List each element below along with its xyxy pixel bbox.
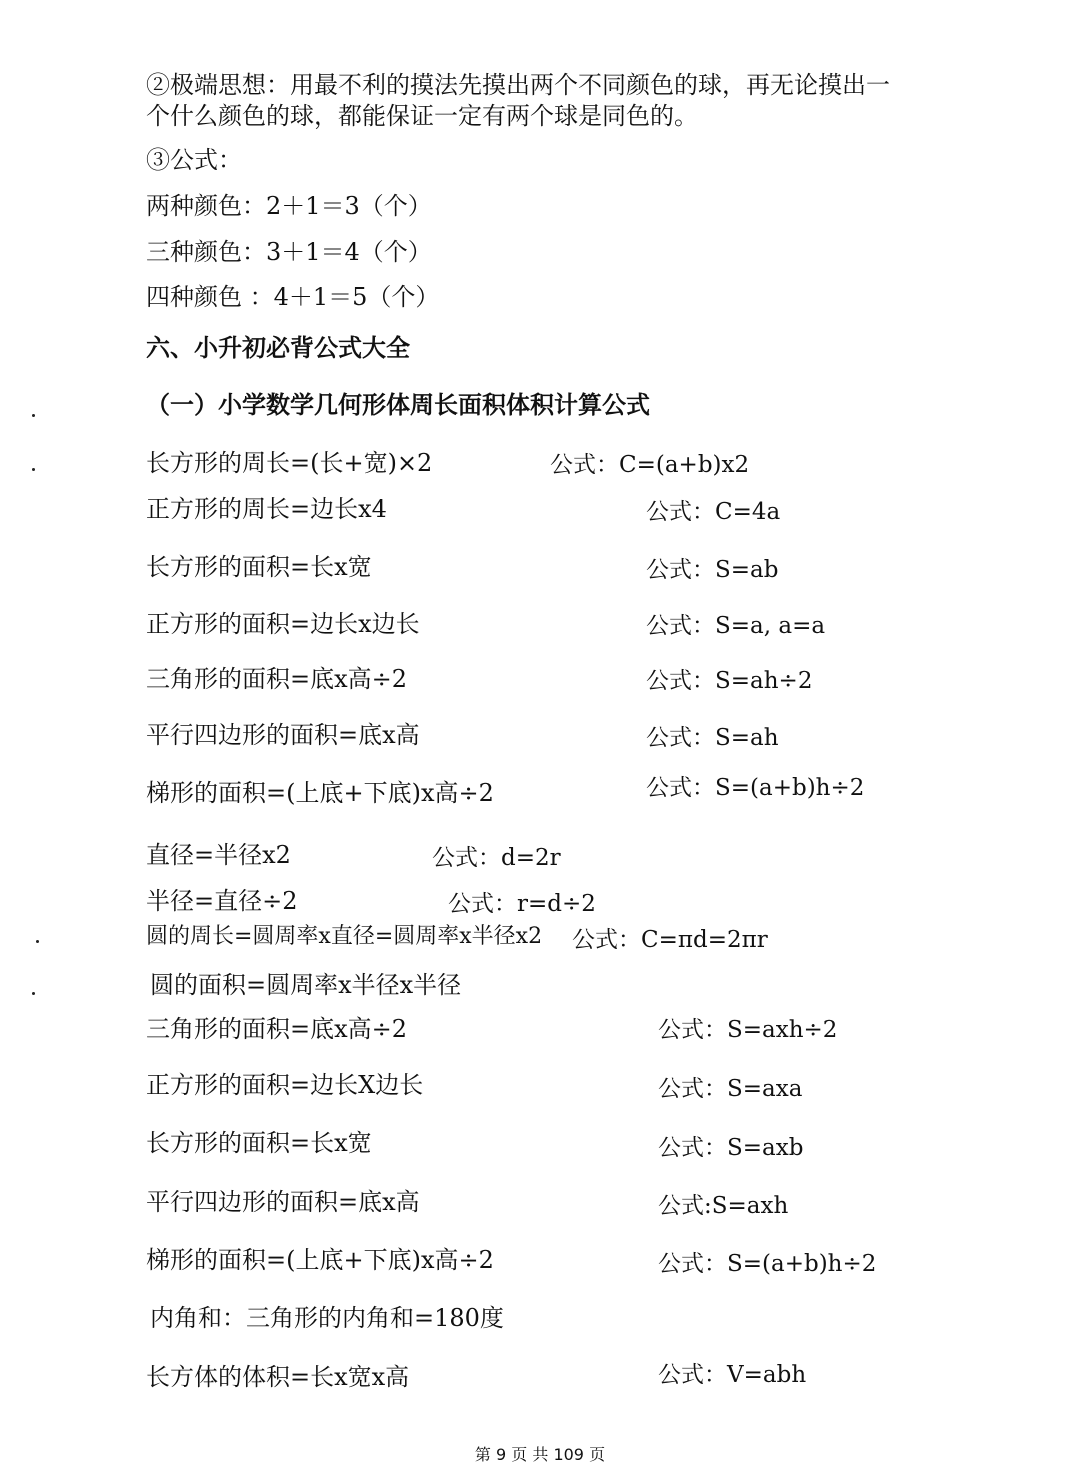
row-text: 圆的周长=圆周率x直径=圆周率x半径x2 — [146, 924, 543, 949]
four-colors-formula: 四种颜色 ：4＋1＝5（个） — [146, 283, 440, 311]
section-subtitle: （一）小学数学几何形体周长面积体积计算公式 — [146, 390, 650, 419]
row-formula: 公式：S=ab — [646, 557, 779, 583]
scan-speck — [32, 992, 35, 995]
formula-heading: ③公式： — [146, 146, 242, 174]
scan-speck — [32, 468, 35, 471]
row-text: 圆的面积=圆周率x半径x半径 — [150, 971, 462, 999]
row-formula: 公式：S=ah÷2 — [646, 668, 813, 694]
row-text: 三角形的面积=底x高÷2 — [146, 665, 408, 693]
three-colors-formula: 三种颜色：3＋1＝4（个） — [146, 238, 432, 266]
section-title: 六、小升初必背公式大全 — [146, 333, 410, 362]
row-formula: 公式：S=axb — [658, 1135, 804, 1161]
row-formula: 公式：C=πd=2πr — [572, 927, 768, 953]
two-colors-formula: 两种颜色：2＋1＝3（个） — [146, 192, 432, 220]
scan-speck — [32, 414, 35, 417]
row-formula: 公式：S=axh÷2 — [658, 1017, 838, 1043]
intro-line-1: ②极端思想：用最不利的摸法先摸出两个不同颜色的球，再无论摸出一 — [146, 71, 890, 99]
row-formula: 公式：d=2r — [432, 845, 561, 871]
intro-line-2: 个什么颜色的球，都能保证一定有两个球是同色的。 — [146, 102, 698, 130]
row-text: 正方形的面积=边长X边长 — [146, 1071, 424, 1099]
row-formula: 公式：S=(a+b)h÷2 — [646, 775, 865, 801]
row-text: 梯形的面积=(上底+下底)x高÷2 — [146, 1246, 494, 1274]
row-text: 长方形的面积=长x宽 — [146, 553, 372, 581]
row-formula: 公式：S=a, a=a — [646, 613, 826, 639]
row-text: 平行四边形的面积=底x高 — [146, 721, 420, 749]
row-text: 梯形的面积=(上底+下底)x高÷2 — [146, 779, 494, 807]
row-text: 内角和：三角形的内角和=180度 — [150, 1304, 504, 1332]
row-text: 长方形的周长=(长+宽)×2 — [146, 449, 433, 477]
row-text: 三角形的面积=底x高÷2 — [146, 1015, 408, 1043]
row-formula: 公式：S=(a+b)h÷2 — [658, 1251, 877, 1277]
row-text: 正方形的面积=边长x边长 — [146, 610, 420, 638]
row-text: 平行四边形的面积=底x高 — [146, 1188, 420, 1216]
row-text: 长方形的面积=长x宽 — [146, 1129, 372, 1157]
row-text: 半径=直径÷2 — [146, 887, 298, 915]
row-formula: 公式：C=4a — [646, 499, 781, 525]
row-formula: 公式：S=ah — [646, 725, 779, 751]
row-text: 长方体的体积=长x宽x高 — [146, 1363, 410, 1391]
row-formula: 公式：C=(a+b)x2 — [550, 452, 750, 478]
row-text: 正方形的周长=边长x4 — [146, 495, 387, 523]
row-formula: 公式：r=d÷2 — [448, 891, 596, 917]
row-formula: 公式：V=abh — [658, 1362, 807, 1388]
page-footer: 第 9 页 共 109 页 — [474, 1445, 606, 1464]
row-text: 直径=半径x2 — [146, 841, 291, 869]
row-formula: 公式:S=axh — [658, 1193, 789, 1219]
row-formula: 公式：S=axa — [658, 1076, 803, 1102]
scan-speck — [36, 940, 39, 943]
